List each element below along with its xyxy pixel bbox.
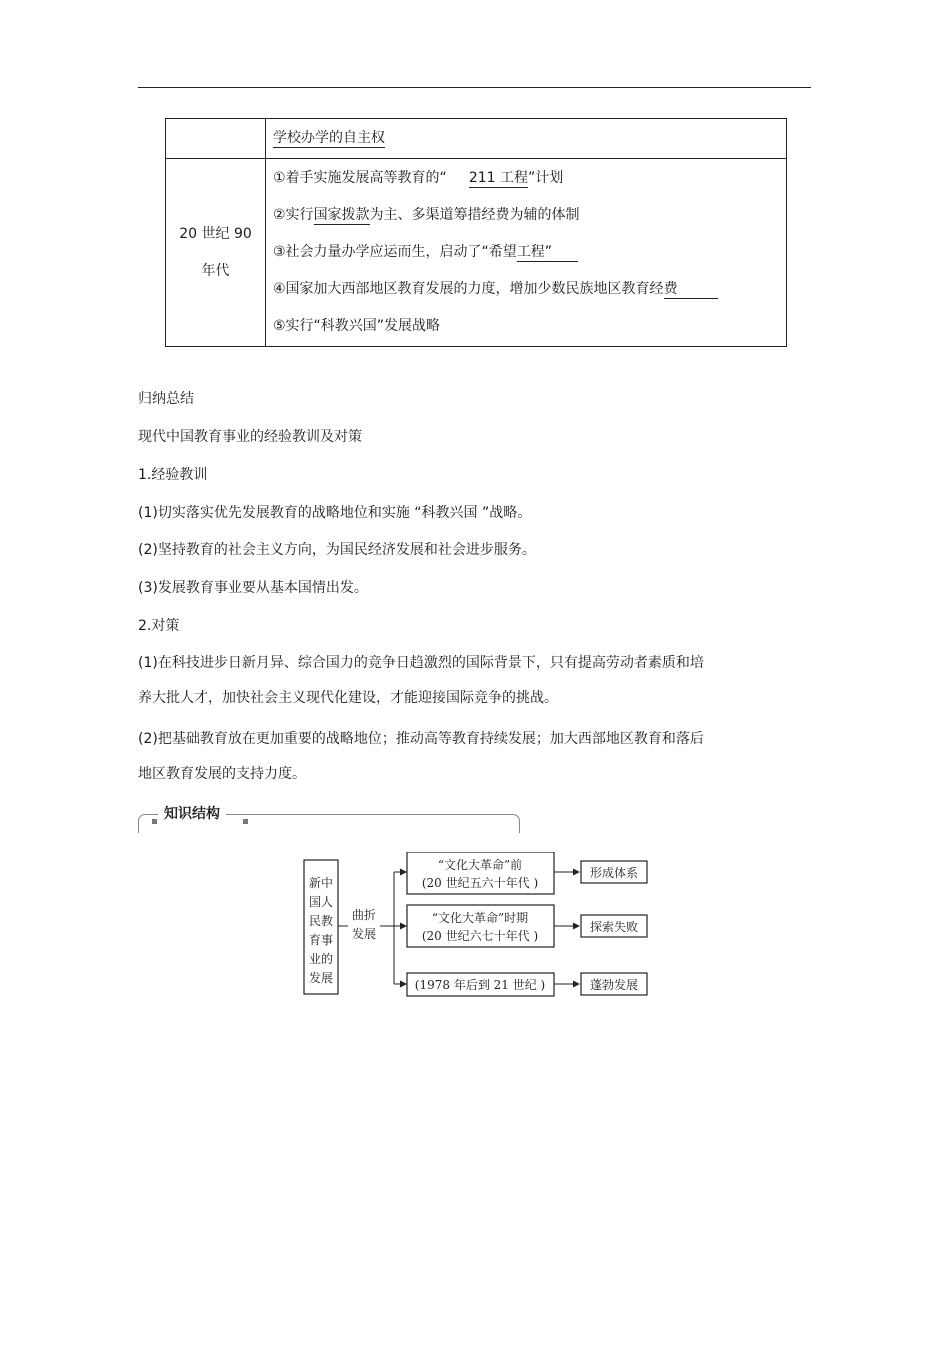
period-cell xyxy=(166,119,266,159)
root-label-line: 业的 xyxy=(308,952,334,966)
knowledge-structure-header xyxy=(138,805,520,831)
underlined-text: 211 工程 xyxy=(468,170,528,186)
content-line xyxy=(273,271,785,308)
item-text: ④国家加大西部地区教育发展的力度，增加少数民族地区教育经 xyxy=(273,281,664,297)
underlined-text: 国家拨款 xyxy=(313,207,370,223)
table-row xyxy=(166,159,787,347)
paragraph: (1)切实落实优先发展教育的战略地位和实施 “科教兴国 ”战略。 xyxy=(138,505,532,521)
table-row xyxy=(166,119,787,159)
content-cell xyxy=(266,159,787,347)
stage-period: (20 世纪五六十年代 ) xyxy=(421,876,539,890)
content-line xyxy=(273,197,785,234)
knowledge-structure-label: 知识结构 xyxy=(158,805,226,823)
section-heading: 归纳总结 xyxy=(138,391,194,407)
item-text: 为主、多渠道筹措经费为辅的体制 xyxy=(369,207,580,223)
period-cell xyxy=(166,159,266,347)
stage-label: “文化大革命”前 xyxy=(437,858,523,872)
header-rule xyxy=(138,87,811,88)
underlined-text: 费 xyxy=(664,280,718,299)
underlined-text: 学校办学的自主权 xyxy=(273,130,385,146)
item-text: ”计划 xyxy=(527,170,564,186)
stage-label: (1978 年后到 21 世纪 ) xyxy=(414,978,546,992)
root-label-line: 发展 xyxy=(308,971,334,985)
subsection-title: 2.对策 xyxy=(138,618,180,634)
education-table xyxy=(165,118,787,347)
result-label: 探索失败 xyxy=(589,920,639,934)
period-line: 年代 xyxy=(201,262,230,279)
content-line xyxy=(273,160,785,197)
summary-title: 现代中国教育事业的经验教训及对策 xyxy=(138,429,362,445)
branch-label-line: 发展 xyxy=(351,927,377,941)
content-line xyxy=(273,308,785,345)
paragraph: 养大批人才，加快社会主义现代化建设，才能迎接国际竞争的挑战。 xyxy=(138,690,558,706)
stage-period: (20 世纪六七十年代 ) xyxy=(421,929,539,943)
subsection-title: 1.经验教训 xyxy=(138,467,208,483)
item-text: ②实行 xyxy=(273,207,314,223)
item-text: ③社会力量办学应运而生，启动了“希望 xyxy=(273,244,517,260)
paragraph: (1)在科技进步日新月异、综合国力的竞争日趋激烈的国际背景下，只有提高劳动者素质和培 xyxy=(138,655,704,671)
knowledge-structure-diagram xyxy=(300,852,652,1000)
paragraph: 地区教育发展的支持力度。 xyxy=(138,766,306,782)
content-line xyxy=(273,234,785,271)
content-cell xyxy=(266,119,787,159)
period-line: 20 世纪 90 xyxy=(179,225,252,242)
item-text: ①着手实施发展高等教育的“ xyxy=(273,170,447,186)
root-label-line: 民教 xyxy=(308,914,334,928)
content-line xyxy=(273,120,785,157)
square-dot-icon xyxy=(243,819,248,824)
item-text: ⑤实行“科教兴国”发展战略 xyxy=(273,318,441,334)
root-label-line: 新中 xyxy=(308,876,334,890)
root-label-line: 国人 xyxy=(308,895,334,909)
paragraph: (2)把基础教育放在更加重要的战略地位；推动高等教育持续发展；加大西部地区教育和落后 xyxy=(138,731,704,747)
branch-label-line: 曲折 xyxy=(351,908,377,922)
square-dot-icon xyxy=(152,819,157,824)
root-label-line: 育事 xyxy=(308,933,334,947)
result-label: 形成体系 xyxy=(589,866,639,880)
result-label: 蓬勃发展 xyxy=(589,978,639,992)
underlined-text: 工程” xyxy=(517,243,578,262)
paragraph: (2)坚持教育的社会主义方向，为国民经济发展和社会进步服务。 xyxy=(138,542,536,558)
paragraph: (3)发展教育事业要从基本国情出发。 xyxy=(138,580,368,596)
stage-label: “文化大革命”时期 xyxy=(431,911,529,925)
